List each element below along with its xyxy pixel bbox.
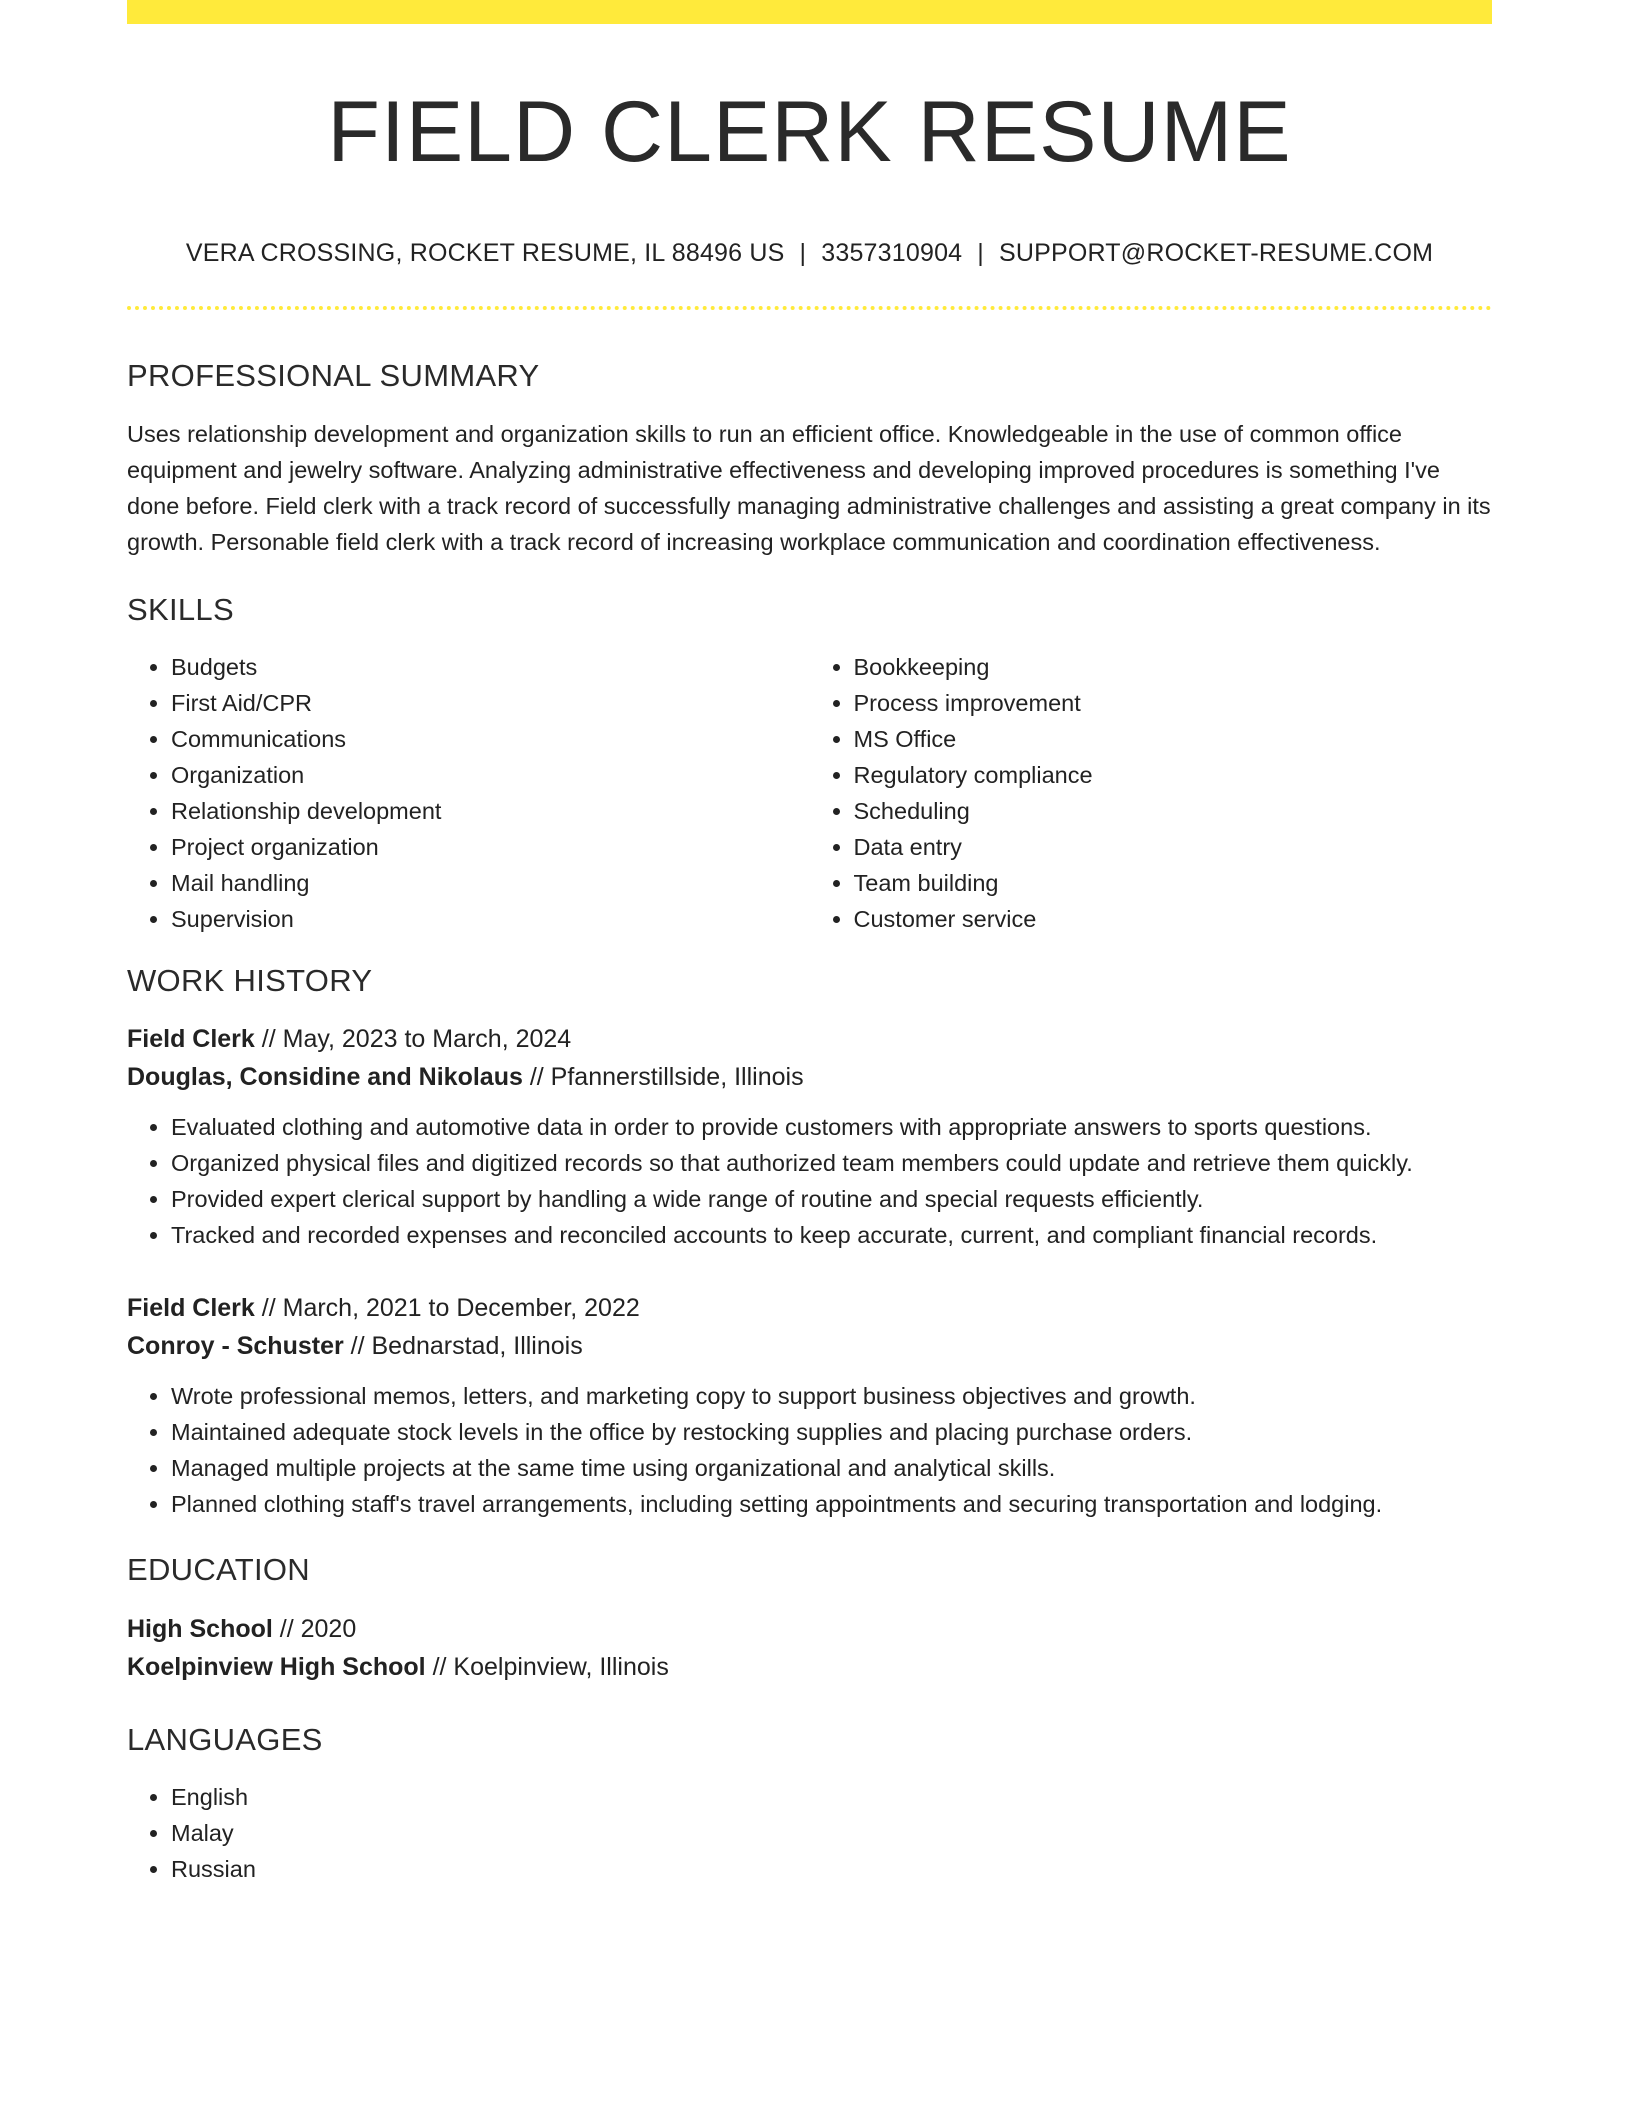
job-bullet: • Evaluated clothing and automotive data in order to provide customers with appropriate answers to sports questions. bbox=[171, 1109, 1492, 1145]
job-company-line bbox=[127, 1058, 1492, 1096]
skill-item: • Relationship development bbox=[171, 793, 810, 829]
skill-item: • Organization bbox=[171, 757, 810, 793]
skill-item: • Customer service bbox=[854, 901, 1493, 937]
education-school-line bbox=[127, 1648, 1492, 1686]
skill-item: • Communications bbox=[171, 721, 810, 757]
job-location: // Pfannerstillside, Illinois bbox=[529, 1063, 804, 1091]
job-bullet: • Tracked and recorded expenses and reconciled accounts to keep accurate, current, and compliant financial records. bbox=[171, 1217, 1492, 1253]
contact-phone: 3357310904 bbox=[821, 239, 963, 267]
skills-list-left bbox=[127, 649, 810, 937]
job-company-line bbox=[127, 1327, 1492, 1365]
language-item: • Russian bbox=[171, 1851, 1492, 1887]
job-title: Field Clerk bbox=[127, 1294, 255, 1322]
skill-item: • Supervision bbox=[171, 901, 810, 937]
job-dates: // March, 2021 to December, 2022 bbox=[261, 1294, 640, 1322]
job-bullets bbox=[127, 1378, 1492, 1522]
job-title-line bbox=[127, 1020, 1492, 1058]
skills-heading: SKILLS bbox=[127, 592, 234, 627]
skill-item: • Mail handling bbox=[171, 865, 810, 901]
contact-email: SUPPORT@ROCKET-RESUME.COM bbox=[998, 239, 1434, 267]
resume-page bbox=[127, 0, 1492, 1887]
work-history-heading: WORK HISTORY bbox=[127, 963, 373, 998]
education-degree: High School bbox=[127, 1615, 273, 1643]
skill-item: • Bookkeeping bbox=[854, 649, 1493, 685]
summary-text: Uses relationship development and organization skills to run an efficient office. Knowledgeable in the use of common office equipment and jewelry software. Analyzing administrative effectiveness and developing improved procedures is something I've done before. Field clerk with a track record of successfully managing administrative challenges and assisting a great company in its growth. Personable field clerk with a track record of increasing workplace communication and coordination effectiveness. bbox=[127, 421, 1491, 555]
education-entry bbox=[127, 1610, 1492, 1686]
job-company: Douglas, Considine and Nikolaus bbox=[127, 1063, 523, 1091]
skills-columns bbox=[127, 649, 1492, 937]
language-item: • Malay bbox=[171, 1815, 1492, 1851]
dotted-divider bbox=[127, 306, 1492, 310]
job-entry bbox=[127, 1289, 1492, 1522]
contact-separator: | bbox=[977, 239, 984, 267]
skill-item: • Data entry bbox=[854, 829, 1493, 865]
job-bullet: • Organized physical files and digitized records so that authorized team members could update and retrieve them quickly. bbox=[171, 1145, 1492, 1181]
resume-title: FIELD CLERK RESUME bbox=[327, 84, 1292, 180]
skill-item: • MS Office bbox=[854, 721, 1493, 757]
job-bullet: • Managed multiple projects at the same time using organizational and analytical skills. bbox=[171, 1450, 1492, 1486]
education-location: // Koelpinview, Illinois bbox=[432, 1653, 669, 1681]
job-title: Field Clerk bbox=[127, 1025, 255, 1053]
job-entry bbox=[127, 1020, 1492, 1253]
job-location: // Bednarstad, Illinois bbox=[350, 1332, 583, 1360]
skill-item: • Process improvement bbox=[854, 685, 1493, 721]
job-dates: // May, 2023 to March, 2024 bbox=[261, 1025, 572, 1053]
job-bullet: • Maintained adequate stock levels in the office by restocking supplies and placing purchase orders. bbox=[171, 1414, 1492, 1450]
job-company: Conroy - Schuster bbox=[127, 1332, 344, 1360]
summary-heading: PROFESSIONAL SUMMARY bbox=[127, 358, 540, 393]
languages-list bbox=[127, 1779, 1492, 1887]
education-year: // 2020 bbox=[279, 1615, 357, 1643]
contact-line bbox=[127, 238, 1492, 268]
job-bullet: • Provided expert clerical support by handling a wide range of routine and special requests efficiently. bbox=[171, 1181, 1492, 1217]
contact-address: VERA CROSSING, ROCKET RESUME, IL 88496 US bbox=[185, 239, 785, 267]
education-heading: EDUCATION bbox=[127, 1552, 310, 1587]
accent-bar bbox=[127, 0, 1492, 24]
skill-item: • Team building bbox=[854, 865, 1493, 901]
skill-item: • Scheduling bbox=[854, 793, 1493, 829]
language-item: • English bbox=[171, 1779, 1492, 1815]
job-title-line bbox=[127, 1289, 1492, 1327]
skill-item: • Project organization bbox=[171, 829, 810, 865]
skill-item: • First Aid/CPR bbox=[171, 685, 810, 721]
skill-item: • Regulatory compliance bbox=[854, 757, 1493, 793]
skill-item: • Budgets bbox=[171, 649, 810, 685]
job-bullet: • Wrote professional memos, letters, and marketing copy to support business objectives and growth. bbox=[171, 1378, 1492, 1414]
job-bullets bbox=[127, 1109, 1492, 1253]
contact-separator: | bbox=[799, 239, 807, 267]
education-school: Koelpinview High School bbox=[127, 1653, 426, 1681]
languages-heading: LANGUAGES bbox=[127, 1722, 323, 1757]
education-degree-line bbox=[127, 1610, 1492, 1648]
job-bullet: • Planned clothing staff's travel arrangements, including setting appointments and securing transportation and lodging. bbox=[171, 1486, 1492, 1522]
skills-list-right bbox=[810, 649, 1493, 937]
